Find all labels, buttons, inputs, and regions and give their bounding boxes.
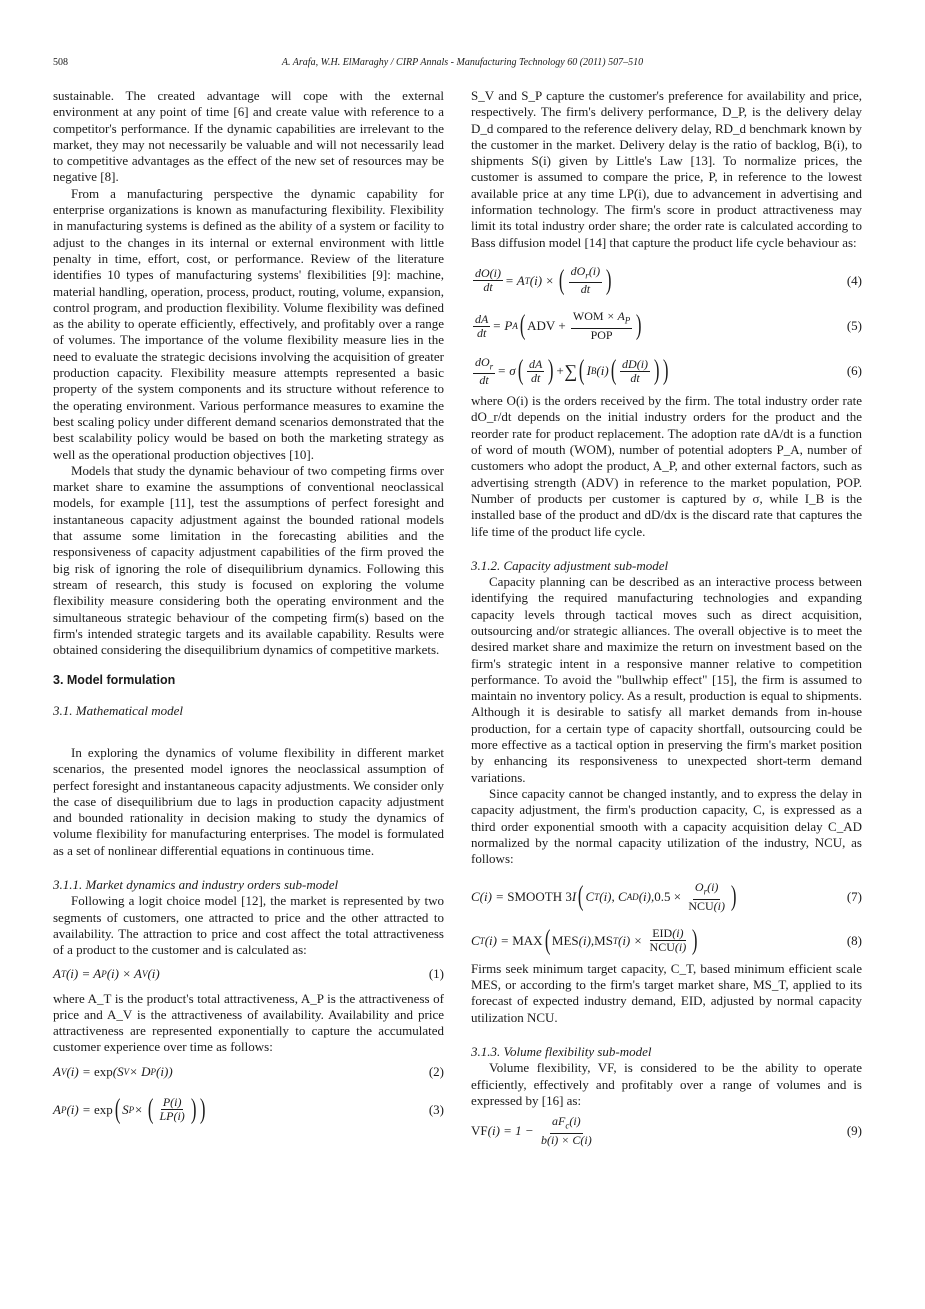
equation-number: (8) <box>846 932 862 948</box>
equation-body: A T (i) = A P (i) × A V (i) <box>53 966 160 982</box>
equation-body: $\frac{dO_r}{dt}$ = σ ( $\frac{dA}{dt}$ ) + ∑ ( I B (i) ( $\frac{dD(i)}{dt}$ ) ) <box>475 354 669 388</box>
equation-number: (4) <box>846 272 862 288</box>
paragraph: Volume flexibility, VF, is considered to be the ability to operate efficiently, effectively and profitably over a range of volumes and is expressed by [16] as: <box>471 1060 862 1108</box>
paragraph: From a manufacturing perspective the dynamic capability for enterprise organizations is known as manufacturing flexibility. Flexibility in manufacturing systems is defined as the ability of a system or facility to adjust to the changes in its internal or external environment with little penalty in time, effort, cost, or performance. Review of the literature identifies 10 types of manufacturing systems' flexibilities [9]: machine, material handling, operation, process, product, routing, volume, expansion, control program, and production flexibility. Volume flexibility was defined as the ability to operate efficiently, effectively, and profitably over a range of volumes. The importance of the volume flexibility measure lies in the need to evaluate the strategic decisions involving the acquisition of greater production capacity. Flexibility measure attempts represented a basic property of the system components and its structure without reference to the operating environment. Various performance measures to examine the best scaling policy under different demand scenarios demonstrated that the best scalability policy would be based on both the marketing strategy as well as the operational production objectives [10]. <box>53 185 444 462</box>
subsubsection-heading: 3.1.3. Volume flexibility sub-model <box>471 1044 652 1060</box>
right-column <box>471 88 862 1153</box>
equation-body: VF (i) = 1 − $\frac{aF_c(i)}{b(i) \times C(i)}$ <box>471 1114 592 1147</box>
equation-number: (7) <box>846 889 862 904</box>
paragraph: Following a logit choice model [12], the market is represented by two segments of customers, one attracted to price and the other attracted to availability. The attraction to price and cost affect the total attractiveness of a product to the customer and is calculated as: <box>53 893 444 958</box>
paragraph: Models that study the dynamic behaviour of two competing firms over market share to examine the assumptions of conventional neoclassical models, for example [11], test the assumptions of perfect foresight and instantaneous capacity adjustment against the bounded rational models that assume some limitation in the forecasting abilities and the responsiveness of capacity adjustment capabilities of the firm proved the big risk of ignoring the role of disequilibrium dynamics. Following this stream of research, this study is focused on exploring the volume flexibility measure considering both the operating environment and the simultaneous strategic behaviour of the competing firm(s) based on the firm's intended strategic targets and its available capability. Results were obtained considering the disequilibrium dynamics of competitive markets. <box>53 462 444 658</box>
equation-4 <box>471 265 862 296</box>
equation-9 <box>471 1115 862 1146</box>
equation-number: (1) <box>428 966 444 982</box>
equation-8 <box>471 924 862 956</box>
equation-body: A V (i) = exp (S V × D P (i)) <box>53 1063 173 1079</box>
paragraph: S_V and S_P capture the customer's preference for availability and price, respectively. The firm's delivery performance, D_P, is the delivery delay D_d compared to the reference delivery delay, RD_d benchmark known by the customer in the market. Delivery delay is the ratio of backlog, B(i), to shipments S(i) given by Little's Law [13]. To normalize prices, the customer is assumed to compare the price, P, in reference to the lowest available price at any time LP(i), due to advancement in advertising and information technology. The firm's score in product attractiveness may limit its total industry order share; the order rate is calculated according to Bass diffusion model [14] that capture the product life cycle behaviour as: <box>471 88 862 250</box>
subsubsection-heading: 3.1.1. Market dynamics and industry orders sub-model <box>53 877 339 893</box>
paragraph: Since capacity cannot be changed instantly, and to express the delay in capacity adjustment, the firm's production capacity, C, is expressed as a third order exponential smooth with a capacity acquisition delay C_AD normalized by the normal capacity utilization of the industry, NCU, as follows: <box>471 785 862 867</box>
equation-7 <box>471 881 862 912</box>
equation-number: (6) <box>846 363 862 379</box>
subsubsection-heading: 3.1.2. Capacity adjustment sub-model <box>471 557 669 573</box>
equation-body: $\frac{dO(i)}{dt}$ = A T (i) × ( $\frac{dO_r(i)}{dt}$ ) <box>475 263 612 297</box>
equation-5 <box>471 310 862 341</box>
paragraph: Firms seek minimum target capacity, C_T, based minimum efficient scale MES, or according to the firm's target market share, MS_T, applied to its forecast of expected industry demand, EID, adjusted by normal capacity utilization NCU. <box>471 960 862 1025</box>
paragraph: where O(i) is the orders received by the firm. The total industry order rate dO_r/dt depends on the initial industry orders for the product and the reorder rate for product replacement. The adoption rate dA/dt is a function of word of mouth (WOM), number of potential adopters P_A, number of customers who adopt the product, A_P, and other external factors, such as advertising strength (ADV) in reference to the market population, POP. Number of products per customer is captured by σ, while I_B is the installed base of the product and dD/dx is the discard rate that captures the life time of the product life cycle. <box>471 393 862 539</box>
page-header <box>53 57 872 71</box>
page-number: 508 <box>53 57 68 68</box>
paragraph: In exploring the dynamics of volume flexibility in different market scenarios, the presented model ignores the neoclassical assumption of perfect foresight and instantaneous capacity adjustments. We consider only the case of disequilibrium due to lags in production capacity adjustment and bounded rationality in decision making to study the dynamics of volume flexibility for manufacturing enterprises. The model is formulated as a set of nonlinear differential equations in continuous time. <box>53 744 444 858</box>
paragraph: Capacity planning can be described as an interactive process between identifying the required manufacturing technologies and expanding capacity levels through tactical moves such as direct acquisition, outsourcing and/or strategic alliances. The overall objective is to meet the desired market share and maximize the return on investment based on the firm's strategic intent in a responsive manner relative to competition performance. To avoid the "bullwhip effect" [15], the firm is assumed to maintain no inventory policy. As a result, production is equal to shipments. Although it is desirable to satisfy all market demands from in-house production, for a certain type of capacity shortfall, outsourcing could be more effective as a tactical option in preserving the firm's market position by enhancing its responsiveness to unexpected short-term demand variations. <box>471 574 862 785</box>
subsection-heading: 3.1. Mathematical model <box>53 702 183 718</box>
equation-6 <box>471 356 862 387</box>
left-column <box>53 88 444 1130</box>
equation-1 <box>53 965 444 985</box>
equation-2 <box>53 1062 444 1082</box>
paragraph: where A_T is the product's total attractiveness, A_P is the attractiveness of price and A_V is the attractiveness of availability. Availability and price attractiveness are represented exponentially to capture the accumulated customer experience over time as follows: <box>53 990 444 1055</box>
equation-3 <box>53 1093 444 1125</box>
running-head: A. Arafa, W.H. ElMaraghy / CIRP Annals - Manufacturing Technology 60 (2011) 507–510 <box>281 57 644 68</box>
equation-body: C(i) = SMOOTH 3 I ( C T (i), C AD (i), 0.5 × $\frac{O_r(i)}{\text{NCU(i)}}$ ) <box>471 880 737 913</box>
section-heading: 3. Model formulation <box>53 673 176 688</box>
equation-number: (3) <box>428 1101 444 1117</box>
equation-body: $\frac{dA}{dt}$ = P A ( ADV + $\frac{WOM \times A_P}{\text{POP}}$ ) <box>475 309 642 342</box>
equation-body: A P (i) = exp ( S P × ( $\frac{P(i)}{LP(i)}$ ) ) <box>53 1093 206 1125</box>
equation-number: (9) <box>846 1122 862 1138</box>
equation-number: (5) <box>846 317 862 333</box>
equation-body: C T (i) = MAX ( MES (i), MS T (i) × $\frac{\text{EID(i)}}{\text{NCU(i)}}$ ) <box>471 924 698 956</box>
equation-number: (2) <box>428 1063 444 1079</box>
paragraph: sustainable. The created advantage will cope with the external environment at any point of time [6] and create value with reference to a competitor's performance. If the dynamic capabilities are irrelevant to the market, they may not necessarily be valuable and will not necessarily lead to competitive advantages as the effect of the new set of resources may be negative [8]. <box>53 88 444 185</box>
